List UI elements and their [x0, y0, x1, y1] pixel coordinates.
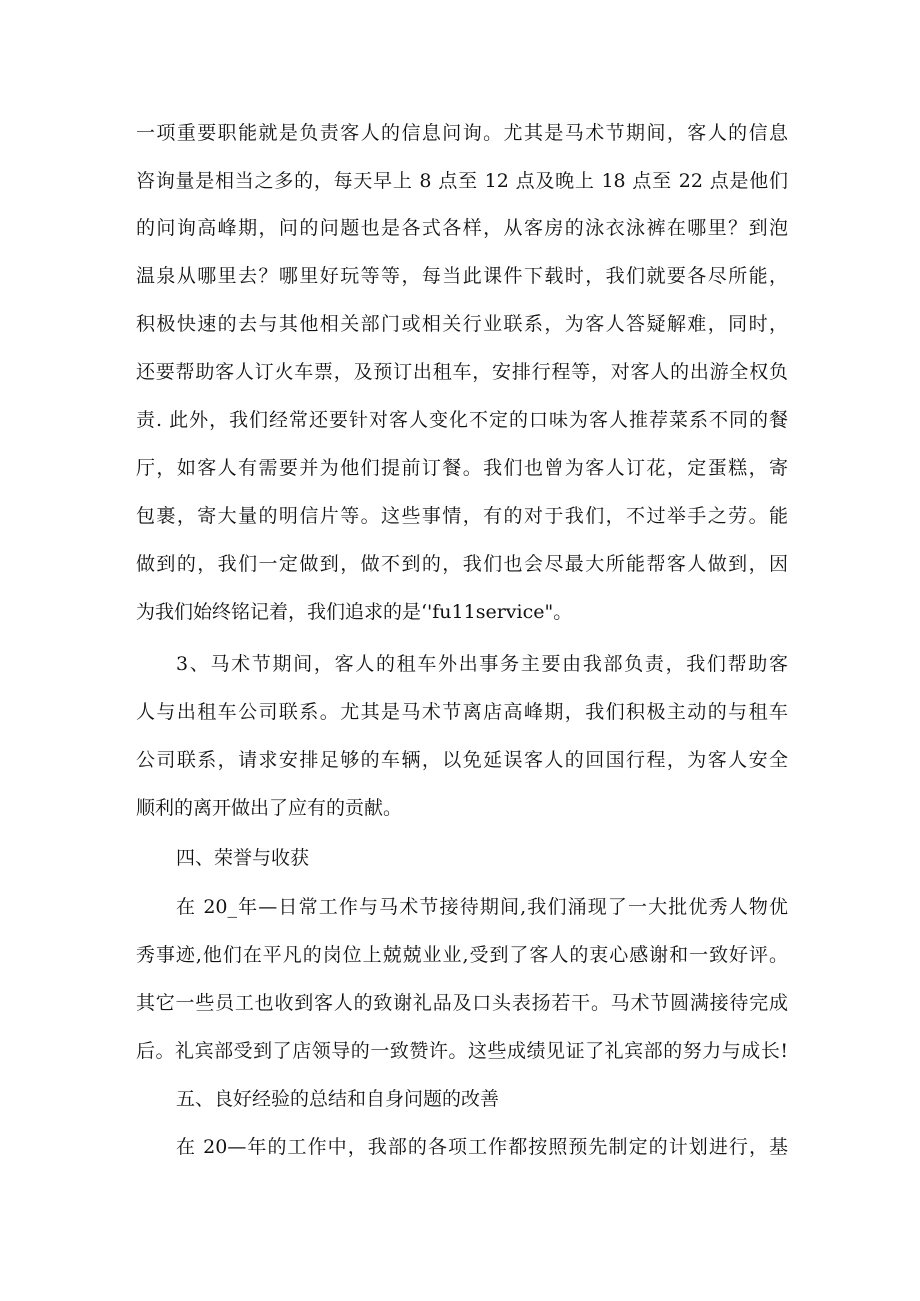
paragraph-3-line-4: 后。礼宾部受到了店领导的一致赞许。这些成绩见证了礼宾部的努力与成长!	[136, 1040, 788, 1062]
paragraph-1-line-10: 做到的，我们一定做到，做不到的，我们也会尽最大所能帮客人做到，因	[136, 553, 788, 575]
paragraph-2-line-1: 3、马术节期间，客人的租车外出事务主要由我部负责，我们帮助客	[176, 653, 788, 675]
paragraph-3-line-1: 在 20_年—日常工作与马术节接待期间,我们涌现了一大批优秀人物优	[176, 896, 788, 918]
paragraph-1-line-11: 为我们始终铭记着，我们追求的是‘'fu11service"。	[136, 601, 573, 623]
paragraph-1-line-5: 积极快速的去与其他相关部门或相关行业联系，为客人答疑解难，同时，	[136, 313, 788, 335]
paragraph-1-line-9: 包裹，寄大量的明信片等。这些事情，有的对于我们，不过举手之劳。能	[136, 505, 788, 527]
paragraph-2-line-4: 顺利的离开做出了应有的贡献。	[136, 797, 403, 819]
paragraph-2-line-3: 公司联系，请求安排足够的车辆，以免延误客人的回国行程，为客人安全	[136, 749, 788, 771]
paragraph-2-line-2: 人与出租车公司联系。尤其是马术节离店高峰期，我们积极主动的与租车	[136, 701, 788, 723]
paragraph-1-line-7: 责. 此外，我们经常还要针对客人变化不定的口味为客人推荐菜系不同的餐	[136, 409, 788, 431]
paragraph-1-line-6: 还要帮助客人订火车票，及预订出租车，安排行程等，对客人的出游全权负	[136, 361, 788, 383]
paragraph-3-line-2: 秀事迹,他们在平凡的岗位上兢兢业业,受到了客人的衷心感谢和一致好评。	[136, 944, 788, 966]
section-heading-honors: 四、荣誉与收获	[176, 847, 310, 869]
paragraph-1-line-1: 一项重要职能就是负责客人的信息问询。尤其是马术节期间，客人的信息	[136, 122, 788, 144]
paragraph-4-line-1: 在 20—年的工作中，我部的各项工作都按照预先制定的计划进行，基	[176, 1136, 788, 1158]
paragraph-1-line-2: 咨询量是相当之多的，每天早上 8 点至 12 点及晚上 18 点至 22 点是他们	[136, 170, 788, 192]
paragraph-3-line-3: 其它一些员工也收到客人的致谢礼品及口头表扬若干。马术节圆满接待完成	[136, 992, 788, 1014]
paragraph-1-line-3: 的问询高峰期，问的问题也是各式各样，从客房的泳衣泳裤在哪里？到泡	[136, 217, 788, 239]
paragraph-1-line-8: 厅，如客人有需要并为他们提前订餐。我们也曾为客人订花，定蛋糕，寄	[136, 457, 788, 479]
section-heading-summary: 五、良好经验的总结和自身问题的改善	[176, 1088, 500, 1110]
paragraph-1-line-4: 温泉从哪里去？哪里好玩等等，每当此课件下载时，我们就要各尽所能，	[136, 265, 788, 287]
